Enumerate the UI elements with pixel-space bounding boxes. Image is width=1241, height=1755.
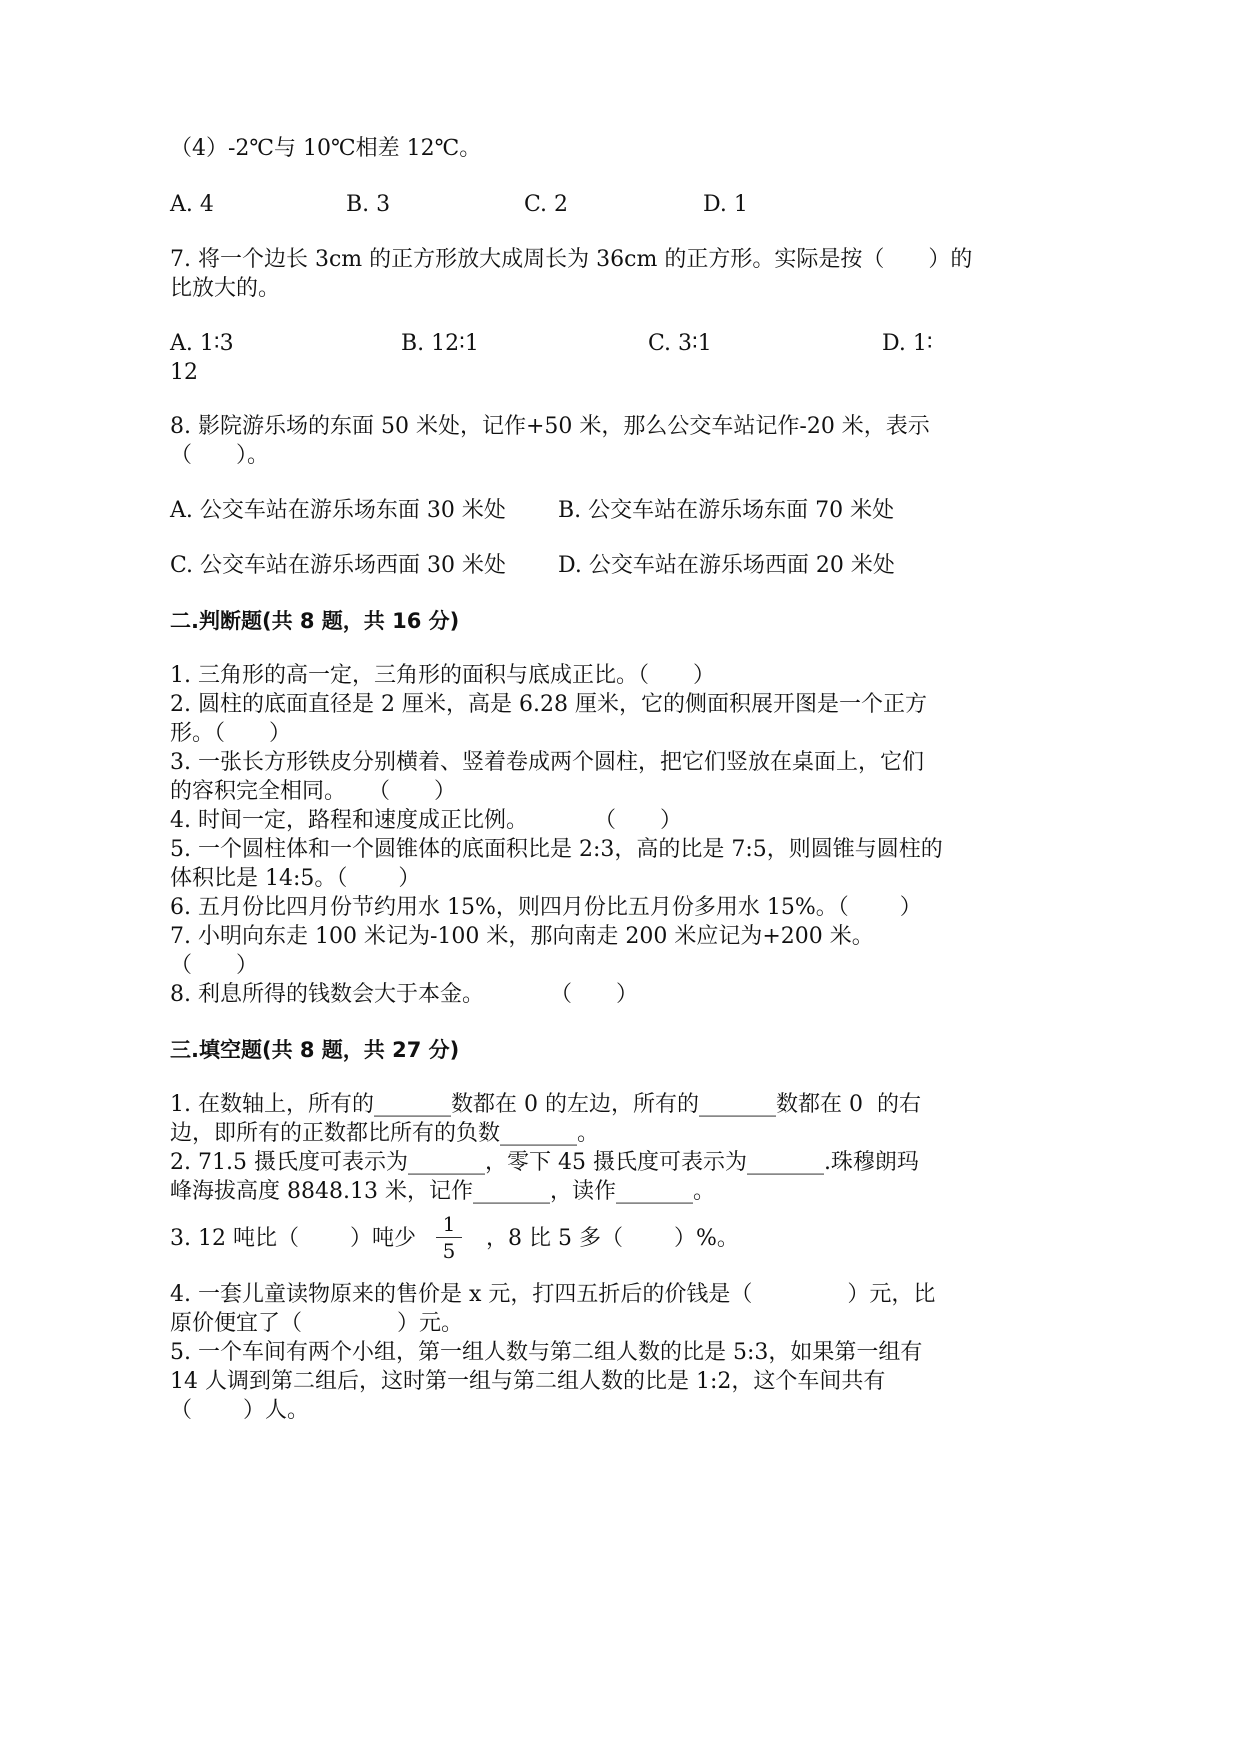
fraction-one-fifth xyxy=(436,1213,462,1262)
q7-option-a: A. 1∶3 xyxy=(170,331,234,356)
q8-option-b: B. 公交车站在游乐场东面 70 米处 xyxy=(558,498,895,523)
q6-option-b: B. 3 xyxy=(346,192,391,217)
section2-line: 6. 五月份比四月份节约用水 15%，则四月份比五月份多用水 15%。（ ） xyxy=(170,895,922,920)
q6-option-c: C. 2 xyxy=(524,192,569,217)
section2-line: 7. 小明向东走 100 米记为-100 米，那向南走 200 米应记为+200 米。 xyxy=(170,924,874,949)
section3-q3-part1: 3. 12 吨比（ ）吨少 xyxy=(170,1226,416,1251)
section3-line: 原价便宜了（ ）元。 xyxy=(170,1311,463,1336)
q7-option-d-wrap: 12 xyxy=(170,360,198,385)
q7-option-b: B. 12∶1 xyxy=(401,331,479,356)
section3-line: 14 人调到第二组后，这时第一组与第二组人数的比是 1:2，这个车间共有 xyxy=(170,1369,886,1394)
section2-line: 体积比是 14:5。（ ） xyxy=(170,866,421,891)
q8-option-d: D. 公交车站在游乐场西面 20 米处 xyxy=(558,553,895,578)
section3-line: 1. 在数轴上，所有的_______数都在 0 的左边，所有的_______数都在 0 的右 xyxy=(170,1092,921,1117)
section3-line: 5. 一个车间有两个小组，第一组人数与第二组人数的比是 5:3，如果第一组有 xyxy=(170,1340,923,1365)
q8-option-a: A. 公交车站在游乐场东面 30 米处 xyxy=(170,498,506,523)
q7-stem-line1: 7. 将一个边长 3cm 的正方形放大成周长为 36cm 的正方形。实际是按（ ）的 xyxy=(170,247,973,272)
q8-stem-line2: （ ）。 xyxy=(170,443,270,468)
fraction-numerator: 1 xyxy=(442,1212,456,1236)
q6-option-d: D. 1 xyxy=(703,192,748,217)
section3-line: 4. 一套儿童读物原来的售价是 x 元，打四五折后的价钱是（ ）元，比 xyxy=(170,1282,936,1307)
q7-option-d: D. 1∶ xyxy=(882,331,933,356)
section2-line: 的容积完全相同。 （ ） xyxy=(170,779,457,804)
q6-option-a: A. 4 xyxy=(170,192,214,217)
section2-line: 5. 一个圆柱体和一个圆锥体的底面积比是 2:3，高的比是 7:5，则圆锥与圆柱的 xyxy=(170,837,943,862)
q8-stem-line1: 8. 影院游乐场的东面 50 米处，记作+50 米，那么公交车站记作-20 米，表示 xyxy=(170,414,930,439)
section2-line: （ ） xyxy=(170,953,259,978)
section2-line: 形。（ ） xyxy=(170,721,292,746)
q7-stem-line2: 比放大的。 xyxy=(170,276,281,301)
section3-line: 2. 71.5 摄氏度可表示为_______，零下 45 摄氏度可表示为_______.珠穆朗玛 xyxy=(170,1150,919,1175)
section2-line: 1. 三角形的高一定，三角形的面积与底成正比。（ ） xyxy=(170,663,715,688)
section2-heading: 二.判断题(共 8 题，共 16 分) xyxy=(170,609,460,633)
section3-line: （ ）人。 xyxy=(170,1398,309,1423)
section3-line: 边，即所有的正数都比所有的负数_______。 xyxy=(170,1121,600,1146)
section2-line: 2. 圆柱的底面直径是 2 厘米，高是 6.28 厘米，它的侧面积展开图是一个正方 xyxy=(170,692,927,717)
fraction-denominator: 5 xyxy=(442,1239,456,1263)
q7-option-c: C. 3∶1 xyxy=(648,331,712,356)
section2-line: 4. 时间一定，路程和速度成正比例。 （ ） xyxy=(170,808,682,833)
section2-line: 8. 利息所得的钱数会大于本金。 （ ） xyxy=(170,982,638,1007)
section3-line: 峰海拔高度 8848.13 米，记作_______，读作_______。 xyxy=(170,1179,715,1204)
q6-item-4: （4）-2℃与 10℃相差 12℃。 xyxy=(170,136,482,161)
q8-option-c: C. 公交车站在游乐场西面 30 米处 xyxy=(170,553,507,578)
section3-heading: 三.填空题(共 8 题，共 27 分) xyxy=(170,1038,460,1062)
section2-line: 3. 一张长方形铁皮分别横着、竖着卷成两个圆柱，把它们竖放在桌面上，它们 xyxy=(170,750,924,775)
section3-q3-part2: ，8 比 5 多（ ）%。 xyxy=(486,1226,739,1251)
